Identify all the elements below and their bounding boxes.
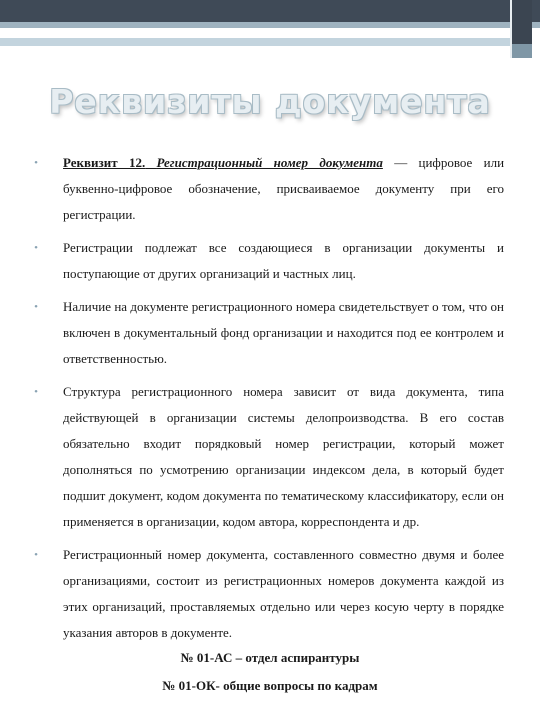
requisite-definition: — цифровое или буквенно-цифровое обозначение, присваиваемое документу при его регистрации. bbox=[63, 155, 505, 222]
bullet-icon: • bbox=[34, 386, 38, 398]
list-item bbox=[30, 235, 504, 287]
slide-title: Реквизиты документа bbox=[49, 82, 491, 121]
bullet-icon: • bbox=[34, 242, 38, 254]
bullet-icon: • bbox=[34, 301, 38, 313]
requisite-term: Регистрационный номер документа bbox=[156, 155, 383, 170]
list-item-text: Структура регистрационного номера зависит от вида документа, типа действующей в организации системы делопроизводства. В его состав обязательно входит порядковый номер регистрации, который может дополняться по усмотрению организации индексом дела, в который будет подшит документ, кодом документа по тематическому классификатору, если он применяется в организации, кодом автора, корреспондента и др. bbox=[63, 384, 504, 529]
bullet-icon: • bbox=[34, 549, 38, 561]
requisite-number: Реквизит 12. bbox=[63, 155, 146, 170]
list-item bbox=[30, 379, 504, 535]
index-example-2: № 01-ОК- общие вопросы по кадрам bbox=[162, 678, 378, 693]
slide-header-band bbox=[0, 0, 540, 28]
lead-separator bbox=[145, 155, 156, 170]
list-item bbox=[30, 294, 504, 372]
list-item-text: Регистрационный номер документа, составленного совместно двумя и более организациями, состоит из регистрационных номеров документа каждой из этих организаций, проставляемых отдельно или через косую черту в порядке указания авторов в документе. bbox=[63, 547, 504, 640]
header-light-bar bbox=[0, 22, 540, 28]
slide-body bbox=[30, 150, 504, 646]
list-item bbox=[30, 542, 504, 646]
list-item-text: Наличие на документе регистрационного номера свидетельствует о том, что он включен в документальный фонд организации и находится под ее контролем и ответственностью. bbox=[63, 299, 504, 366]
bullet-icon: • bbox=[34, 157, 38, 169]
index-example-1: № 01-АС – отдел аспирантуры bbox=[180, 650, 360, 665]
list-item-text: Регистрации подлежат все создающиеся в организации документы и поступающие от других организаций и частных лиц. bbox=[63, 240, 504, 281]
header-accent-strip bbox=[0, 38, 520, 46]
corner-decoration bbox=[510, 0, 532, 58]
list-item bbox=[30, 150, 504, 228]
header-dark-bar bbox=[0, 0, 540, 22]
